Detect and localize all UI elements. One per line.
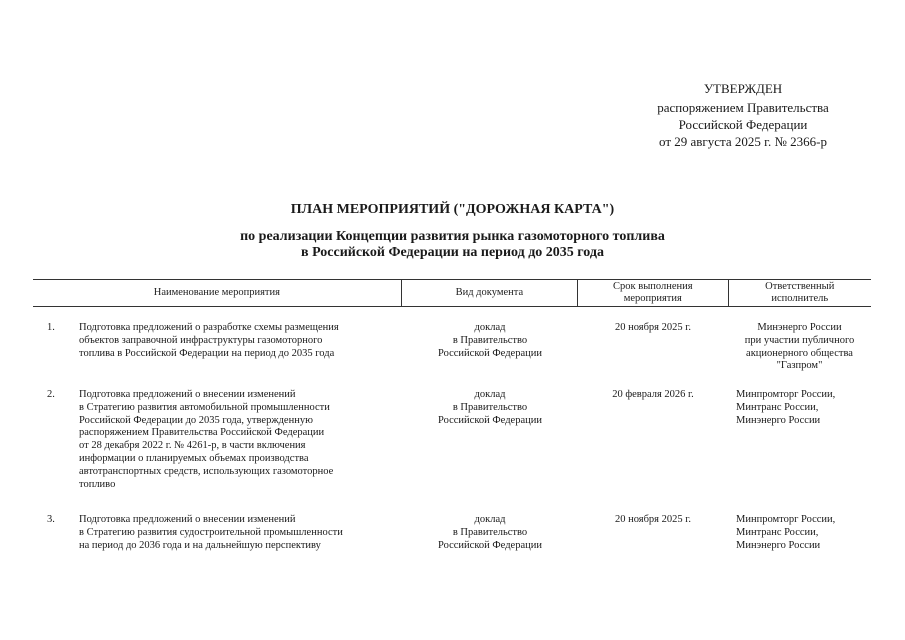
- row-responsible: Минпромторг России, Минтранс России, Минэнерго России: [736, 514, 836, 551]
- document-title: ПЛАН МЕРОПРИЯТИЙ ("ДОРОЖНАЯ КАРТА"): [290, 202, 615, 217]
- row-deadline: 20 ноября 2025 г.: [614, 514, 692, 525]
- row-name: Подготовка предложений о разработке схемы размещения объектов заправочной инфраструктуры газомоторного топлива в Российской Федерации на период до 2035 года: [79, 322, 339, 359]
- approval-line: распоряжением Правительства: [657, 100, 829, 115]
- approval-line: от 29 августа 2025 г. № 2366-р: [659, 134, 827, 149]
- approval-title: УТВЕРЖДЕН: [703, 81, 783, 96]
- document-subtitle: [0, 229, 905, 261]
- row-responsible: Минпромторг России, Минтранс России, Минэнерго России: [736, 389, 836, 426]
- subtitle-line: в Российской Федерации на период до 2035 года: [301, 245, 604, 260]
- table-header: [33, 279, 871, 307]
- row-number: 2.: [47, 389, 55, 400]
- approval-block: [623, 80, 863, 150]
- row-number: 3.: [47, 514, 55, 525]
- column-header-doc-type: Вид документа: [401, 280, 577, 306]
- row-name: Подготовка предложений о внесении изменений в Стратегию развития автомобильной промышленности Российской Федерации до 2035 года, утвержденную распоряжением Правительства Российской Федерации от 28 декабря 2022 г. № 4261-р, в части включения информации о планируемых объемах производства автотранспортных средств, использующих газомоторное топливо: [79, 389, 334, 490]
- plan-table: [33, 279, 871, 551]
- row-doc-type: доклад в Правительство Российской Федерации: [438, 514, 542, 551]
- row-doc-type: доклад в Правительство Российской Федерации: [438, 389, 542, 426]
- column-header-name: Наименование мероприятия: [153, 287, 280, 298]
- row-responsible: Минэнерго России при участии публичного акционерного общества "Газпром": [744, 322, 855, 372]
- row-name: Подготовка предложений о внесении изменений в Стратегию развития судостроительной промышленности на период до 2036 года и на дальнейшую перспективу: [79, 514, 343, 551]
- subtitle-line: по реализации Концепции развития рынка газомоторного топлива: [240, 229, 665, 244]
- row-number: 1.: [47, 322, 55, 333]
- row-deadline: 20 февраля 2026 г.: [612, 389, 694, 400]
- approval-line: Российской Федерации: [678, 117, 808, 132]
- column-header-deadline: Срок выполнения мероприятия: [577, 280, 727, 306]
- column-header-responsible: Ответственный исполнитель: [728, 280, 871, 306]
- row-deadline: 20 ноября 2025 г.: [614, 322, 692, 333]
- row-doc-type: доклад в Правительство Российской Федерации: [438, 322, 542, 359]
